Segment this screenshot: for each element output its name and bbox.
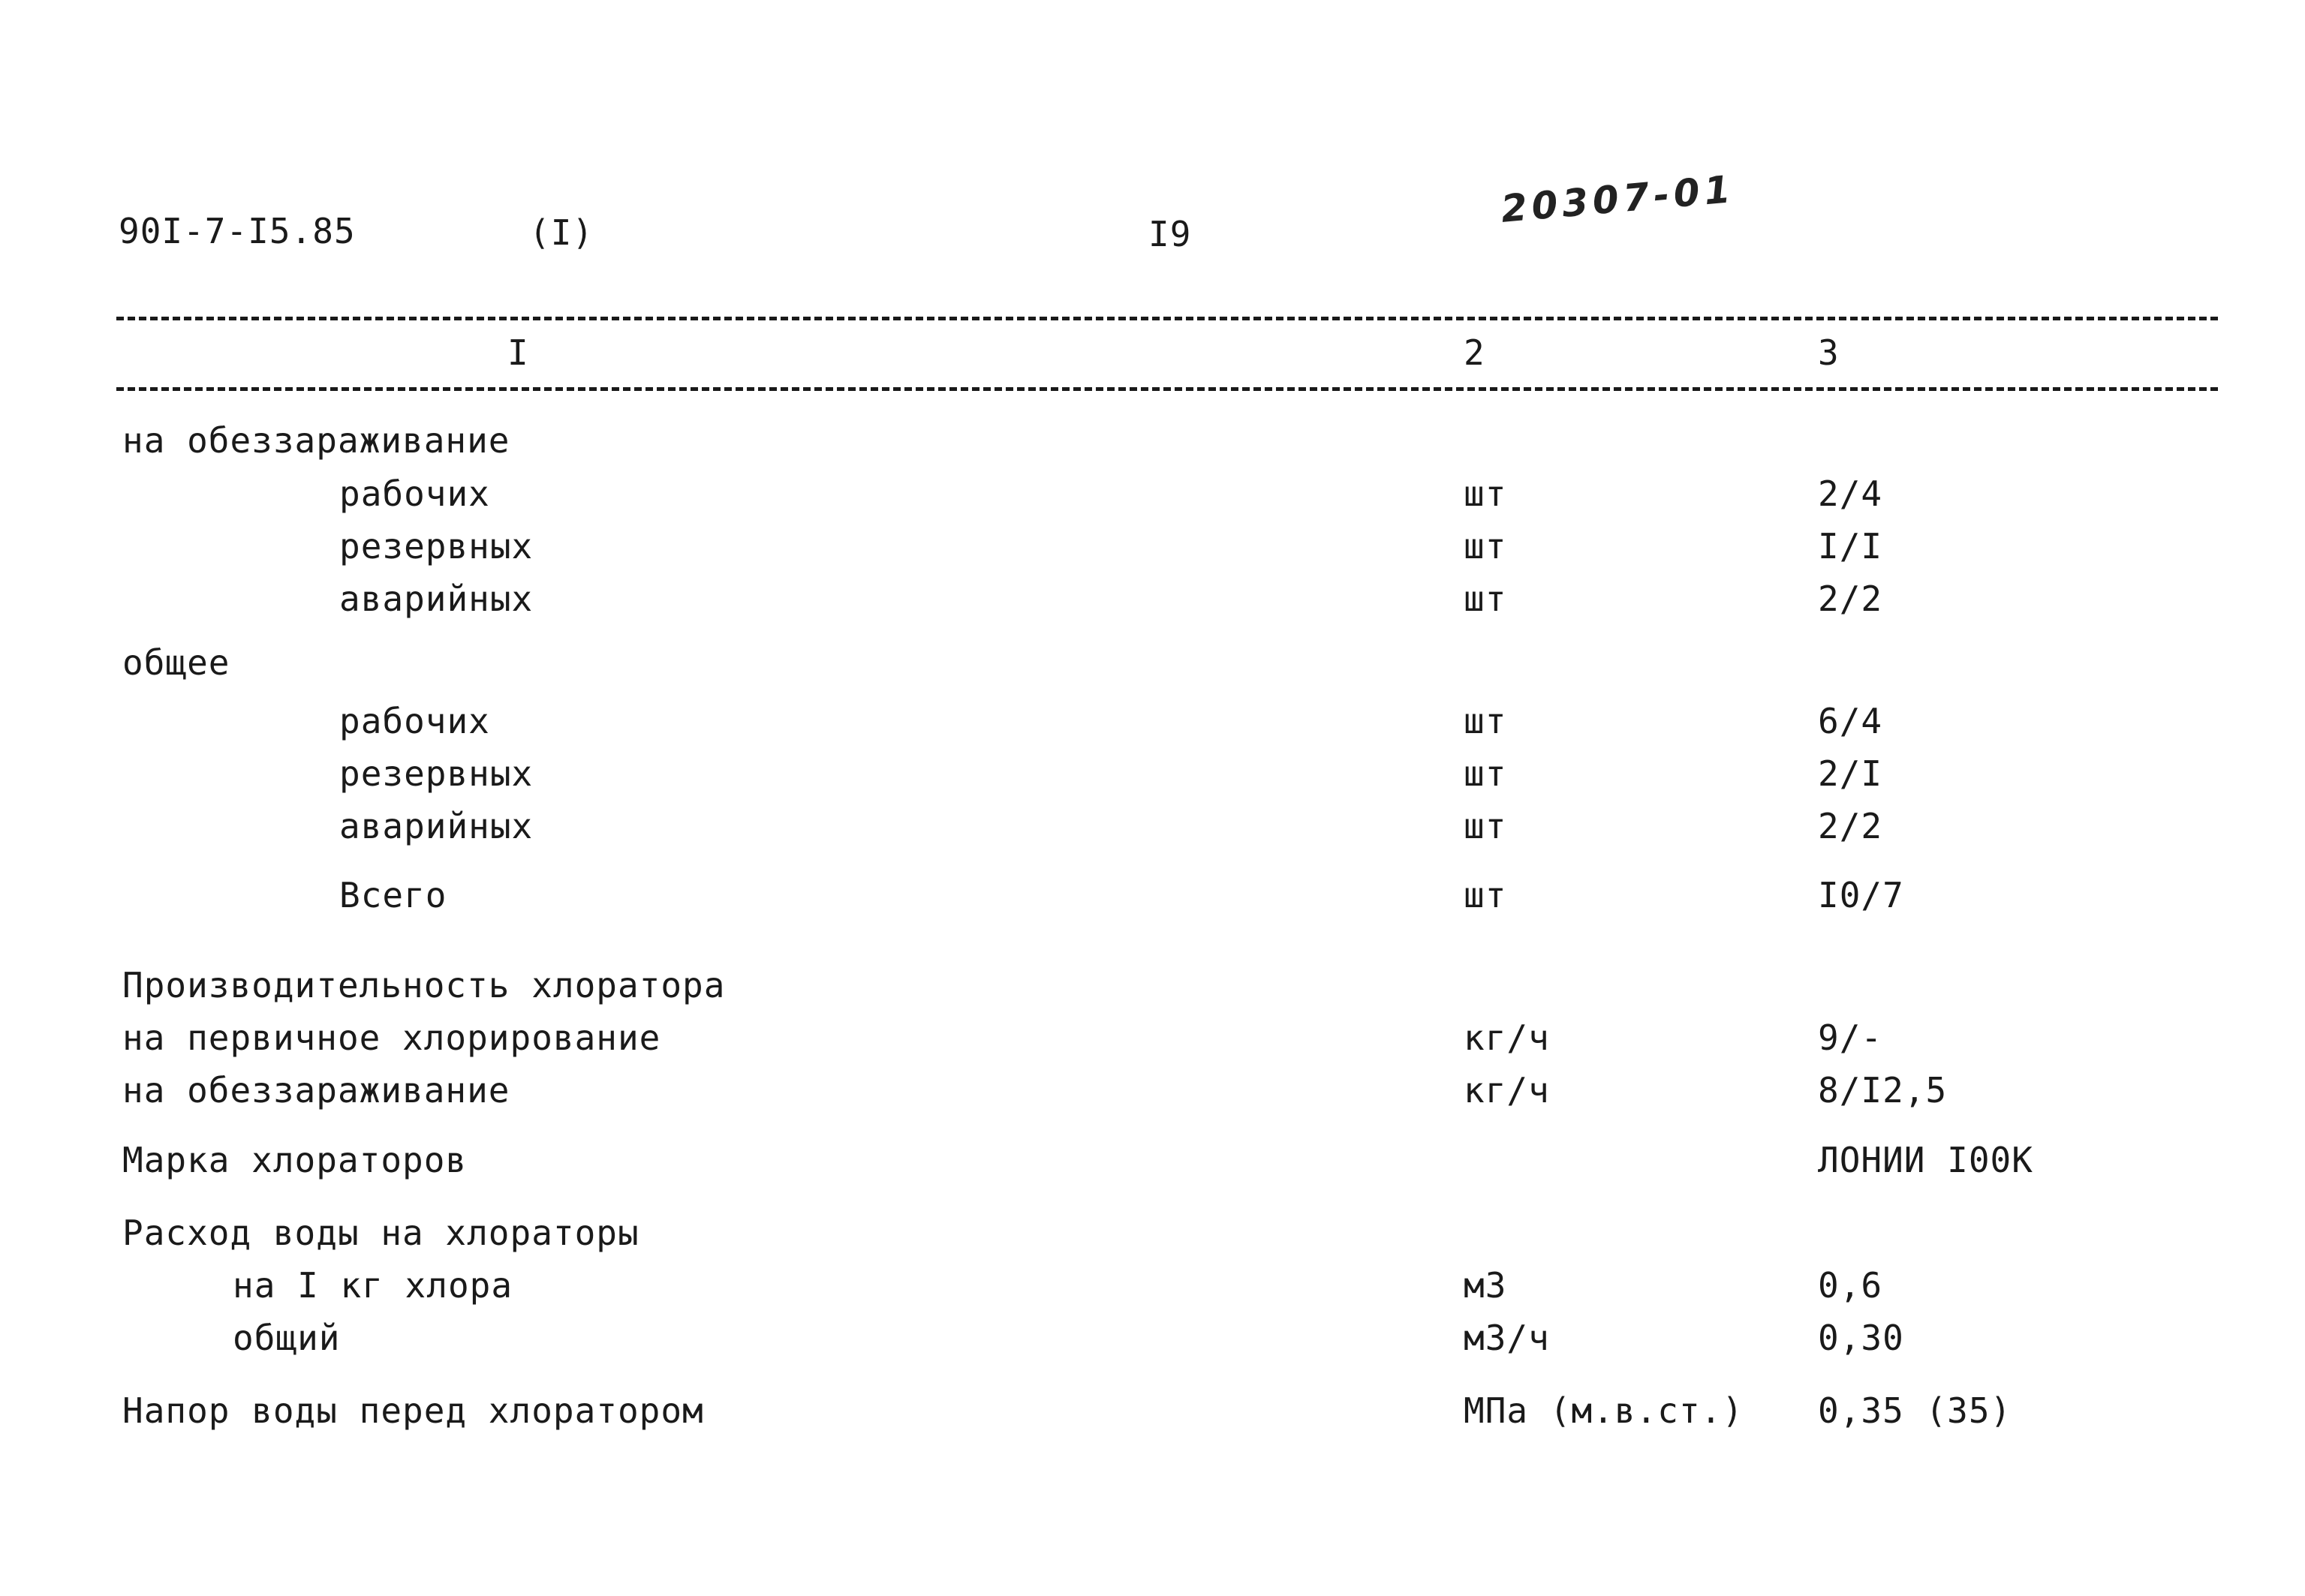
row-value: 2/2: [1818, 579, 1883, 619]
row-unit: МПа (м.в.ст.): [1464, 1390, 1744, 1431]
row-unit: шт: [1464, 753, 1507, 794]
row-unit: кг/ч: [1464, 1017, 1550, 1058]
row-unit: шт: [1464, 579, 1507, 619]
handwritten-number: 20307-01: [1499, 167, 1737, 231]
row-value: 0,30: [1818, 1318, 1904, 1358]
row-unit: шт: [1464, 526, 1507, 567]
row-value: 2/2: [1818, 806, 1883, 846]
row-label: Всего: [339, 875, 447, 915]
column-header-3: 3: [1818, 332, 1840, 373]
row-label: на первичное хлорирование: [122, 1017, 661, 1058]
row-value: 8/I2,5: [1818, 1070, 1948, 1111]
row-label: общий: [233, 1318, 341, 1358]
row-unit: шт: [1464, 806, 1507, 846]
document-code: 90I-7-I5.85: [119, 211, 356, 251]
row-label: на обеззараживание: [122, 420, 510, 461]
row-value: 0,35 (35): [1818, 1390, 2012, 1431]
row-label: Производительность хлоратора: [122, 965, 726, 1005]
row-value: 2/I: [1818, 753, 1883, 794]
row-label: Марка хлораторов: [122, 1140, 468, 1180]
row-unit: кг/ч: [1464, 1070, 1550, 1111]
column-header-2: 2: [1464, 332, 1485, 373]
row-label: резервных: [339, 753, 534, 794]
page-number: I9: [1148, 214, 1192, 254]
row-label: общее: [122, 642, 230, 683]
header-bottom-divider: [116, 387, 2218, 391]
row-label: рабочих: [339, 473, 490, 514]
row-label: аварийных: [339, 806, 534, 846]
row-value: 9/-: [1818, 1017, 1883, 1058]
row-unit: м3/ч: [1464, 1318, 1550, 1358]
header-top-divider: [116, 317, 2218, 320]
row-label: резервных: [339, 526, 534, 567]
row-unit: шт: [1464, 473, 1507, 514]
row-label: аварийных: [339, 579, 534, 619]
row-unit: шт: [1464, 701, 1507, 741]
row-label: на обеззараживание: [122, 1070, 510, 1111]
row-value: ЛОНИИ I00К: [1818, 1140, 2033, 1180]
part-number: (I): [529, 212, 594, 253]
row-label: рабочих: [339, 701, 490, 741]
row-value: I/I: [1818, 526, 1883, 567]
row-label: Расход воды на хлораторы: [122, 1213, 639, 1253]
row-label: на I кг хлора: [233, 1265, 513, 1306]
row-label: Напор воды перед хлоратором: [122, 1390, 704, 1431]
column-header-1: I: [507, 332, 529, 373]
row-value: 0,6: [1818, 1265, 1883, 1306]
row-unit: м3: [1464, 1265, 1507, 1306]
row-unit: шт: [1464, 875, 1507, 915]
row-value: 6/4: [1818, 701, 1883, 741]
row-value: I0/7: [1818, 875, 1904, 915]
row-value: 2/4: [1818, 473, 1883, 514]
